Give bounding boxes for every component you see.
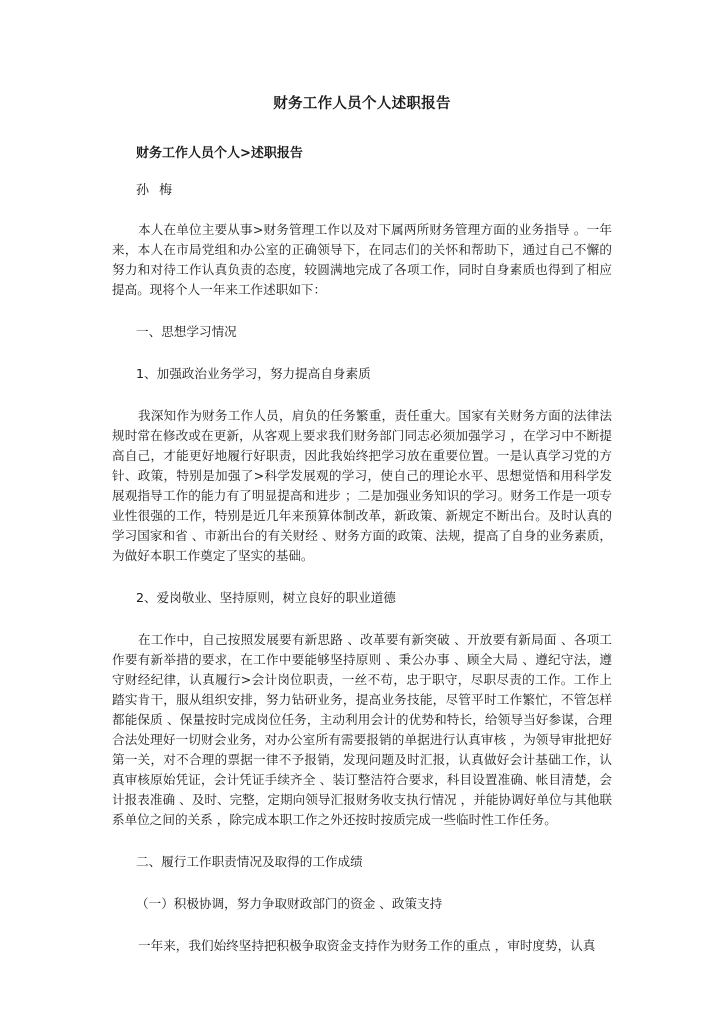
section-2-heading: 二、履行工作职责情况及取得的工作成绩 bbox=[136, 854, 363, 869]
section-2-subheading-1: （一）积极协调，努力争取财政部门的资金 、政策支持 bbox=[136, 896, 443, 911]
section-1-paragraph-2: 在工作中，自己按照发展要有新思路 、改革要有新突破 、开放要有新局面 、各项工作要有新举措的要求，在工作中要能够坚持原则 、秉公办事 、顾全大局 、遵纪守法，遵守财经纪律，认真履行>会计岗位职责，一丝不苟，忠于职守，尽职尽责的工作。工作上踏实肯干，服从组织安排，努力钻研业务，提高业务技能，尽管平时工作繁忙，不管怎样都能保质 、保量按时完成岗位任务，主动利用会计的优势和特长，给领导当好参谋，合理合法处理好一切财会业务，对办公室所有需要报销的单据进行认真审核 ，为领导审批把好第一关，对不合理的票据一律不予报销，发现问题及时汇报，认真做好会计基础工作，认真审核原始凭证，会计凭证手续齐全 、装订整洁符合要求，科目设置准确、帐目清楚，会计报表准确 、及时、完整，定期向领导汇报财务收支执行情况 ，并能协调好单位与其他联系单位之间的关系 ，除完成本职工作之外还按时按质完成一些临时性工作任务。 bbox=[112, 632, 612, 827]
section-1-subheading-2: 2、爱岗敬业、坚持原则，树立良好的职业道德 bbox=[136, 590, 396, 605]
document-title: 财务工作人员个人述职报告 bbox=[273, 96, 451, 112]
document-subtitle: 财务工作人员个人>述职报告 bbox=[136, 146, 303, 161]
document-page bbox=[112, 92, 612, 978]
section-1-subheading-1: 1、加强政治业务学习，努力提高自身素质 bbox=[136, 366, 371, 381]
section-1-heading: 一、思想学习情况 bbox=[136, 324, 237, 339]
document-author: 孙 梅 bbox=[136, 183, 176, 198]
section-2-paragraph-1: 一年来，我们始终坚持把积极争取资金支持作为财务工作的重点 ，审时度势，认真 bbox=[138, 938, 596, 953]
intro-paragraph: 本人在单位主要从事>财务管理工作以及对下属两所财务管理方面的业务指导 。一年来，本人在市局党组和办公室的正确领导下，在同志们的关怀和帮助下，通过自己不懈的努力和对待工作认真负责的态度，较圆满地完成了各项工作，同时自身素质也得到了相应提高。现将个人一年来工作述职如下： bbox=[112, 222, 612, 297]
section-1-paragraph-1: 我深知作为财务工作人员，肩负的任务繁重，责任重大。国家有关财务方面的法律法规时常在修改或在更新，从客观上要求我们财务部门同志必须加强学习 ，在学习中不断提高自己，才能更好地履行好职责，因此我始终把学习放在重要位置。一是认真学习党的方针、政策，特别是加强了>科学发展观的学习，使自己的理论水平、思想觉悟和用科学发展观指导工作的能力有了明显提高和进步 ；二是加强业务知识的学习。财务工作是一项专业性很强的工作，特别是近几年来预算体制改革，新政策、新规定不断出台。及时认真的学习国家和省 、市新出台的有关财经 、财务方面的政策、法规，提高了自身的业务素质，为做好本职工作奠定了坚实的基础。 bbox=[112, 408, 612, 563]
